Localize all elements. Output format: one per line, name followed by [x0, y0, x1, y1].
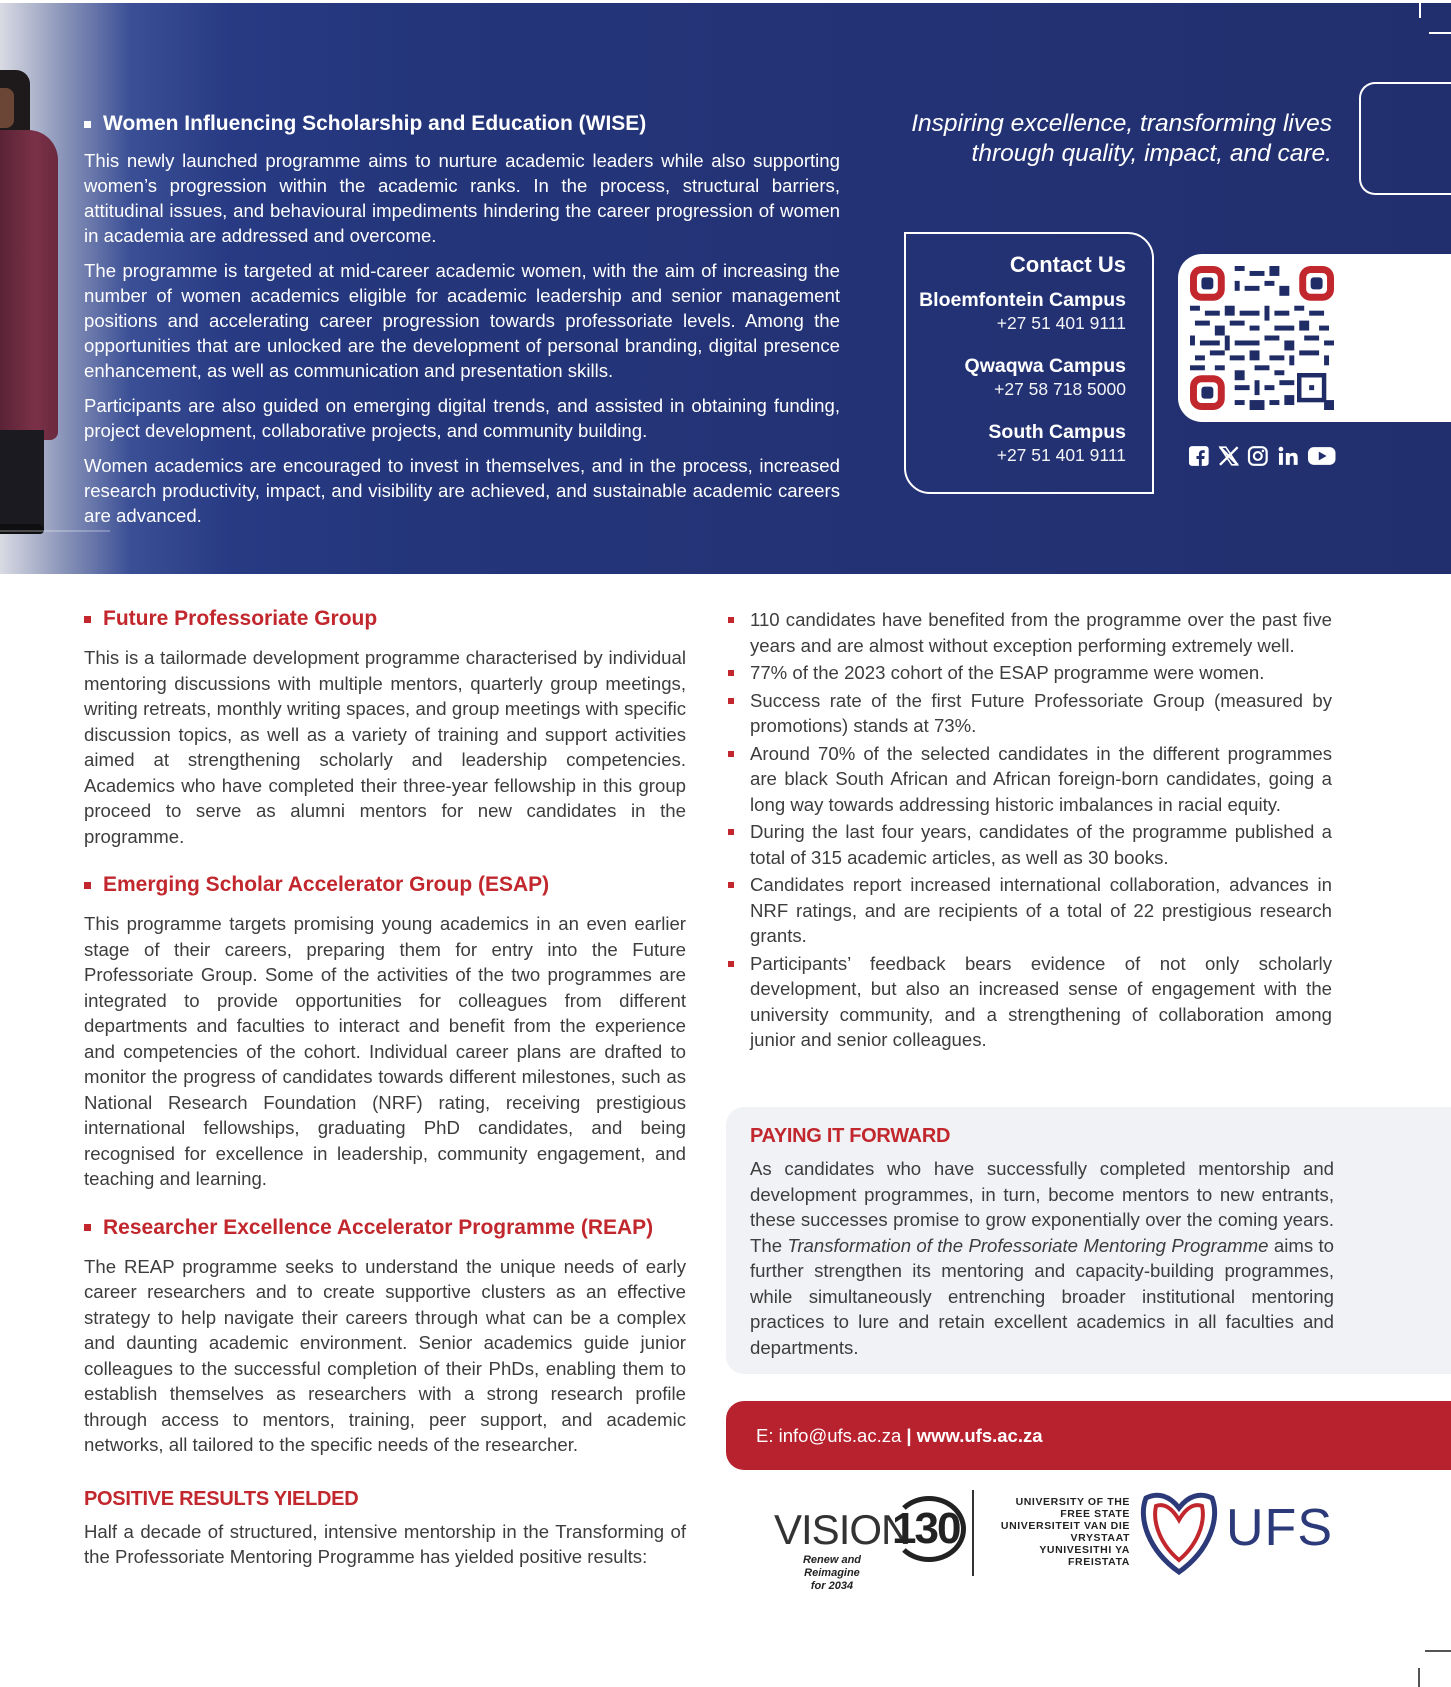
youtube-icon[interactable] [1307, 445, 1336, 467]
university-name-line: VRYSTAAT [1070, 1532, 1130, 1544]
decorative-tab-outline [1359, 82, 1451, 195]
list-item [726, 951, 1332, 1053]
contact-email-bar [726, 1401, 1451, 1470]
paying-text-part: aims to further strengthen its mentoring and capacity-building programmes, while simultaneously entrenching broader institutional mentoring practices to lure and retain excellent academics in all faculties and departments. [750, 1234, 1334, 1358]
contact-title: Contact Us [1009, 252, 1126, 277]
wise-paragraph: This newly launched programme aims to nurture academic leaders while also supporting women’s progression within the academic ranks. In the process, structural barriers, attitudinal issues, and behavioural impediments hindering the career progression of women in academia are addressed and overcome. [84, 150, 840, 246]
result-text: Participants’ feedback bears evidence of not only scholarly development, but also an increased sense of engagement with the university community, and a strengthening of collaboration among junior and senior colleagues. [750, 952, 1332, 1050]
bullet-square-icon [728, 698, 734, 704]
paying-it-forward-text [750, 1156, 1334, 1360]
crop-mark [1429, 32, 1451, 34]
qr-code-icon[interactable] [1190, 266, 1334, 410]
crop-mark [1418, 1668, 1420, 1687]
bullet-square-icon [84, 1224, 91, 1231]
fpg-heading [84, 607, 686, 631]
positive-results-text: Half a decade of structured, intensive mentorship in the Transforming of the Professoriate Mentoring Programme has yielded positive results: [84, 1520, 686, 1567]
header-banner [0, 0, 1451, 574]
list-item [726, 607, 1332, 658]
esap-heading [84, 873, 686, 897]
campus-phone-qwaqwa[interactable]: +27 58 718 5000 [994, 379, 1126, 399]
university-name-line: FREE STATE [1060, 1508, 1130, 1520]
bullet-square-icon [728, 829, 734, 835]
photo-woman-standing [0, 40, 70, 540]
university-name-line: UNIVERSITEIT VAN DIE [1000, 1520, 1130, 1532]
positive-results-heading: POSITIVE RESULTS YIELDED [84, 1487, 359, 1510]
reap-text: The REAP programme seeks to understand the unique needs of early career researchers and to create supportive clusters as an effective strategy to help navigate their careers through what can be a complex and daunting academic environment. Senior academics guide junior colleagues to the successful completion of their PhDs, enabling them to establish themselves as researchers with a strong research profile through access to mentors, training, peer support, and academic networks, all tailored to the specific needs of the researcher. [84, 1255, 686, 1455]
bullet-square-icon [84, 882, 91, 889]
logo-divider [972, 1490, 974, 1576]
university-name-line: FREISTATA [1068, 1556, 1130, 1568]
vision-sub-line: Renew and Reimagine [802, 1554, 862, 1579]
facebook-icon[interactable] [1188, 445, 1210, 467]
crop-mark [1419, 0, 1421, 18]
instagram-icon[interactable] [1247, 445, 1269, 467]
crop-mark [1425, 1650, 1451, 1652]
campus-name-bloemfontein: Bloemfontein Campus [919, 289, 1126, 311]
vision-subtitle [774, 1554, 890, 1593]
result-text: 110 candidates have benefited from the programme over the past five years and are almost without exception performing extremely well. [750, 609, 1332, 656]
qr-panel [1178, 254, 1451, 422]
contact-box [904, 232, 1154, 494]
photo-shoe [0, 524, 44, 534]
bullet-square-icon [728, 882, 734, 888]
paying-it-forward-heading: PAYING IT FORWARD [750, 1125, 951, 1147]
list-item [726, 688, 1332, 739]
fpg-heading-text: Future Professoriate Group [103, 607, 378, 630]
university-names [982, 1496, 1130, 1568]
wise-heading [84, 112, 840, 136]
footer-logos [774, 1488, 1334, 1592]
esap-text: This programme targets promising young academics in an even earlier stage of their careers, preparing them for entry into the Future Professoriate Group. Some of the activities of the two programmes are integrated to provide opportunities for colleagues from different departments and faculties to interact and benefit from the experience and competencies of the cohort. Individual career plans are drafted to monitor the progress of candidates towards different milestones, such as National Research Foundation (NRF) rating, receiving prestigious international fellowships, graduating PhD candidates, and being recognised for excellence in leadership, community engagement, and teaching and learning. [84, 913, 686, 1189]
banner-top-border [0, 0, 1451, 3]
result-text: 77% of the 2023 cohort of the ESAP programme were women. [750, 662, 1265, 683]
result-text: Success rate of the first Future Professoriate Group (measured by promotions) stands at 73%. [750, 689, 1332, 736]
list-item [726, 819, 1332, 870]
programme-name-italic: Transformation of the Professoriate Mentoring Programme [787, 1234, 1269, 1256]
ufs-shield-icon [1138, 1488, 1220, 1578]
tagline [870, 109, 1332, 169]
bullet-square-icon [728, 617, 734, 623]
bullet-square-icon [84, 121, 91, 128]
list-item [726, 741, 1332, 818]
vision-130-logo [774, 1496, 964, 1592]
right-column [726, 607, 1332, 1055]
photo-coat [0, 130, 58, 440]
x-icon[interactable] [1218, 445, 1240, 467]
reap-heading [84, 1216, 686, 1240]
university-name-line: YUNIVESITHI YA [1039, 1544, 1130, 1556]
left-column [84, 607, 686, 1594]
photo-legs [0, 430, 44, 530]
result-text: During the last four years, candidates of the programme published a total of 315 academic articles, as well as 30 books. [750, 821, 1332, 868]
result-text: Around 70% of the selected candidates in the different programmes are black South African and African foreign-born candidates, going a long way towards addressing historic imbalances in racial equity. [750, 742, 1332, 815]
vision-number: 130 [892, 1504, 960, 1553]
campus-phone-bloemfontein[interactable]: +27 51 401 9111 [996, 313, 1126, 333]
fpg-text: This is a tailormade development programme characterised by individual mentoring discussions with multiple mentors, quarterly group meetings, writing retreats, monthly writing spaces, and group meetings with specific discussion topics, as well as a variety of training and support activities aimed at strengthening scholarly and leadership competencies. Academics who have completed their three-year fellowship in this group proceed to serve as alumni mentors for new candidates in the programme. [84, 647, 686, 847]
wise-paragraph: Participants are also guided on emerging digital trends, and assisted in obtaining funding, project development, collaborative projects, and community building. [84, 395, 840, 441]
bullet-square-icon [728, 751, 734, 757]
linkedin-icon[interactable] [1277, 445, 1299, 467]
ufs-wordmark: UFS [1226, 1499, 1333, 1557]
paying-it-forward-box [726, 1107, 1451, 1374]
campus-name-south: South Campus [988, 421, 1126, 443]
photo-face [0, 88, 14, 128]
vision-word: VISION [774, 1506, 911, 1553]
list-item [726, 660, 1332, 686]
campus-phone-south[interactable]: +27 51 401 9111 [996, 445, 1126, 465]
paying-it-forward-content [750, 1125, 1334, 1360]
website-link[interactable]: www.ufs.ac.za [916, 1424, 1043, 1446]
result-text: Candidates report increased international collaboration, advances in NRF ratings, and are recipients of a total of 22 prestigious research grants. [750, 874, 1332, 946]
results-list [726, 607, 1332, 1053]
wise-paragraph: Women academics are encouraged to invest in themselves, and in the process, increased research productivity, impact, and visibility are achieved, and sustainable academic careers are advanced. [84, 455, 840, 526]
list-item [726, 872, 1332, 949]
wise-paragraph: The programme is targeted at mid-career academic women, with the aim of increasing the number of women academics eligible for academic leadership and senior management positions and accelerating career progression towards professoriate levels. Among the opportunities that are unlocked are the development of personal branding, digital presence enhancement, as well as communication and presentation skills. [84, 260, 840, 381]
vision-sub-line: for 2034 [810, 1580, 854, 1592]
esap-heading-text: Emerging Scholar Accelerator Group (ESAP) [103, 873, 550, 896]
social-icons [1188, 443, 1336, 469]
paying-text-part: As candidates who have successfully completed mentorship and development programmes, in turn, become mentors to new entrants, these successes promise to grow exponentially over the coming years. The [750, 1158, 1334, 1256]
tagline-line-1: Inspiring excellence, transforming lives [911, 110, 1332, 137]
bullet-square-icon [84, 616, 91, 623]
wise-section [84, 112, 840, 538]
separator: | [901, 1424, 917, 1446]
campus-name-qwaqwa: Qwaqwa Campus [964, 355, 1126, 377]
university-name-line: UNIVERSITY OF THE [1015, 1496, 1130, 1508]
wise-heading-text: Women Influencing Scholarship and Education (WISE) [103, 112, 647, 135]
tagline-line-2: through quality, impact, and care. [971, 140, 1332, 167]
reap-heading-text: Researcher Excellence Accelerator Programme (REAP) [103, 1215, 654, 1239]
bullet-square-icon [728, 670, 734, 676]
email-link[interactable]: E: info@ufs.ac.za [756, 1424, 902, 1446]
bullet-square-icon [728, 961, 734, 967]
